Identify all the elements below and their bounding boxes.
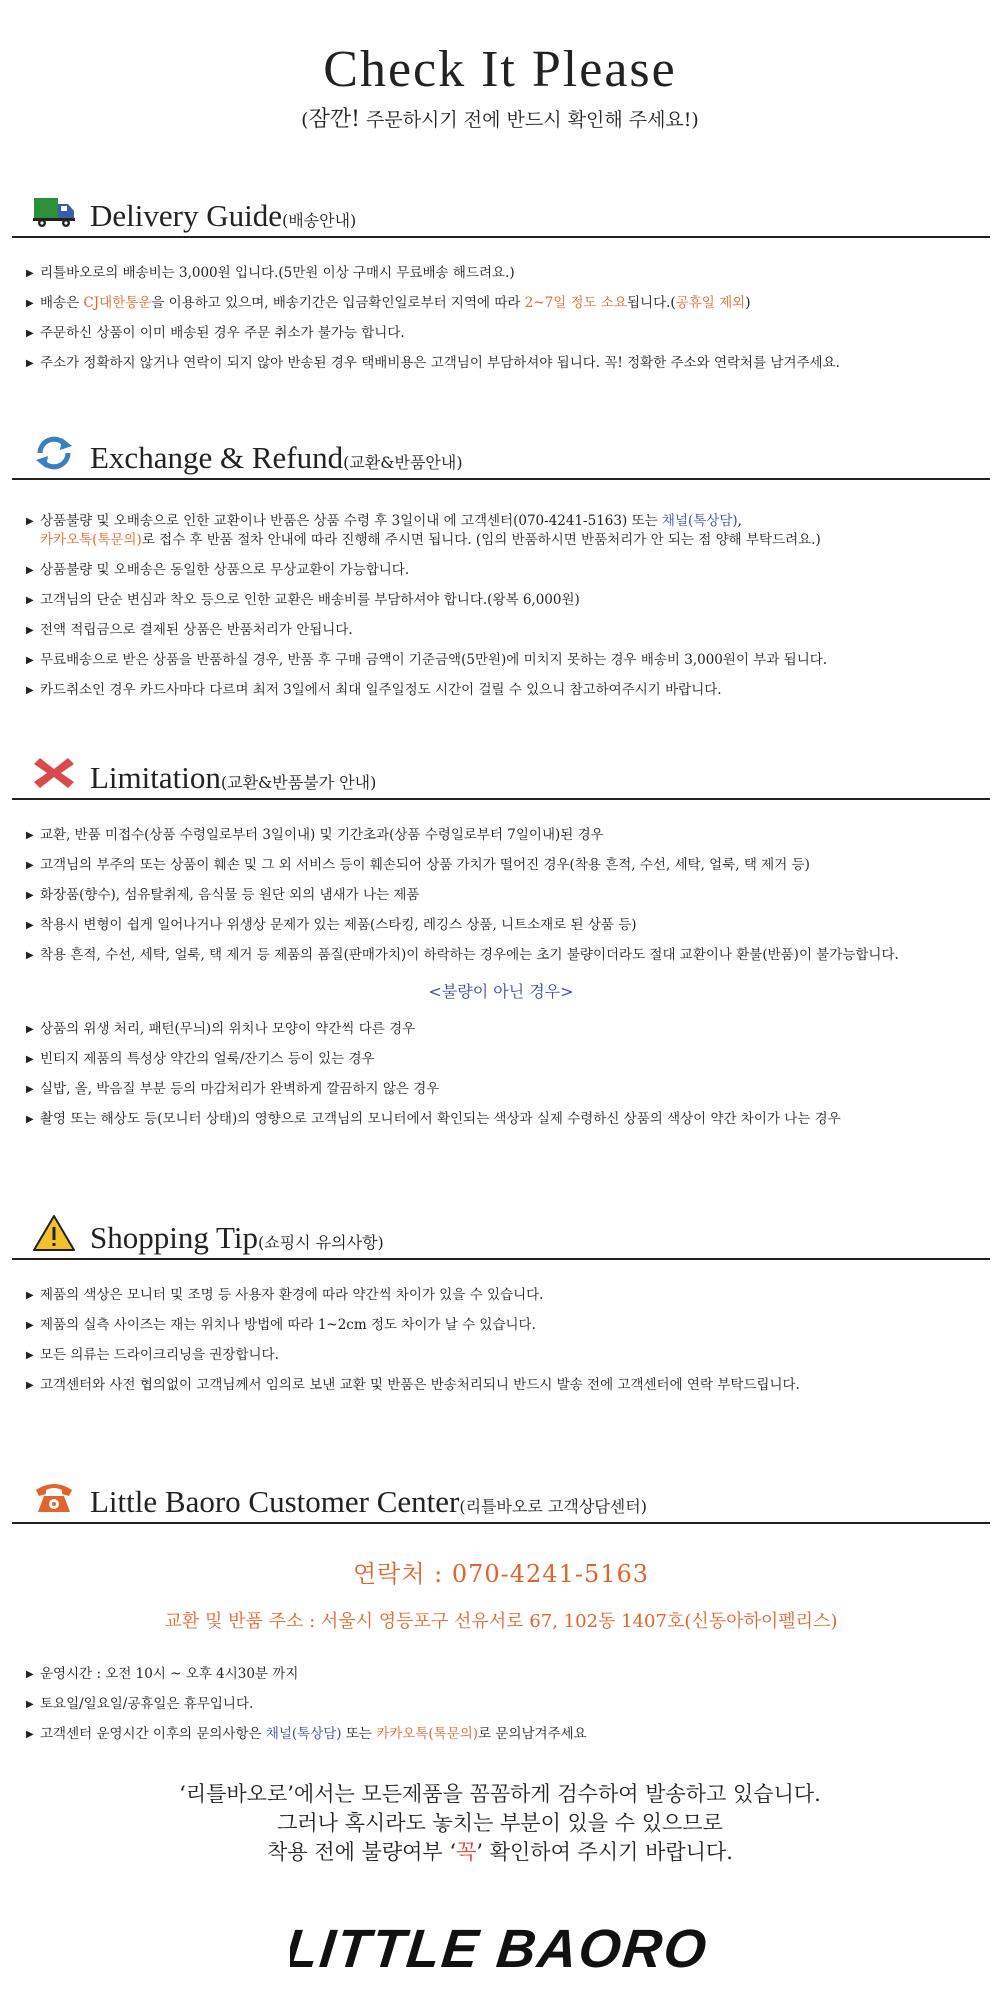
exchange-section (12, 432, 990, 711)
exchange-title: Exchange & Refund(교환&반품안내) (90, 440, 463, 475)
exchange-header (12, 432, 990, 480)
page-header (0, 40, 1000, 133)
contact-phone: 연락처 : 070-4241-5163 (352, 1560, 650, 1588)
list-item: ▶ 리틀바오로의 배송비는 3,000원 입니다.(5만원 이상 구매시 무료배송 해드려요.) (12, 264, 990, 283)
contact-info (12, 1554, 990, 1633)
brand-logo-mark (290, 1915, 710, 1985)
limitation-header (12, 752, 990, 800)
tip-title: Shopping Tip(쇼핑시 유의사항) (90, 1220, 384, 1255)
list-item: ▶ 상품불량 및 오배송은 동일한 상품으로 무상교환이 가능합니다. (12, 561, 990, 580)
list-item: ▶ 제품의 실측 사이즈는 재는 위치나 방법에 따라 1~2cm 정도 차이가 날 수 있습니다. (12, 1316, 990, 1335)
list-item: ▶ 주문하신 상품이 이미 배송된 경우 주문 취소가 불가능 합니다. (12, 324, 990, 343)
delivery-section (12, 190, 990, 384)
list-item: ▶ 카드취소인 경우 카드사마다 다르며 최저 3일에서 최대 일주일정도 시간이 걸릴 수 있으니 참고하여주시기 바랍니다. (12, 681, 990, 700)
list-item: ▶ 고객님의 단순 변심과 착오 등으로 인한 교환은 배송비를 부담하셔야 합니다.(왕복 6,000원) (12, 591, 990, 610)
closing-line: ‘리틀바오로’에서는 모든제품을 꼼꼼하게 검수하여 발송하고 있습니다. (179, 1782, 821, 1806)
list-item: ▶ 고객센터와 사전 협의없이 고객님께서 임의로 보낸 교환 및 반품은 반송처리되니 반드시 발송 전에 고객센터에 연락 부탁드립니다. (12, 1376, 990, 1395)
list-item: ▶ 촬영 또는 해상도 등(모니터 상태)의 영향으로 고객님의 모니터에서 확인되는 색상과 실제 수령하신 상품의 색상이 약간 차이가 나는 경우 (12, 1110, 990, 1129)
delivery-header (12, 190, 990, 238)
list-item: ▶ 고객님의 부주의 또는 상품이 훼손 및 그 외 서비스 등이 훼손되어 상품 가치가 떨어진 경우(착용 흔적, 수선, 세탁, 얼룩, 택 제거 등) (12, 856, 990, 875)
list-item: ▶ 고객센터 운영시간 이후의 문의사항은 채널(톡상담) 또는 카카오톡(톡문의)로 문의남겨주세요 (12, 1725, 990, 1744)
customer-center-section (12, 1476, 990, 1755)
limitation-title: Limitation(교환&반품불가 안내) (90, 760, 377, 795)
customer-center-title: Little Baoro Customer Center(리틀바오로 고객상담센터) (90, 1484, 647, 1519)
tip-section (12, 1212, 990, 1406)
exchange-list (12, 512, 990, 700)
limitation-section (12, 752, 990, 1140)
warning-icon (32, 1214, 76, 1252)
closing-message (0, 1780, 1000, 1867)
tip-header (12, 1212, 990, 1260)
list-item: ▶ 전액 적립금으로 결제된 상품은 반품처리가 안됩니다. (12, 621, 990, 640)
close-icon (32, 754, 76, 792)
non-defect-list (12, 1020, 990, 1129)
closing-line: 착용 전에 불량여부 ‘꼭’ 확인하여 주시기 바랍니다. (267, 1840, 733, 1864)
brand-logo (0, 1915, 1000, 1989)
page-title: Check It Please (323, 41, 677, 98)
customer-center-header (12, 1476, 990, 1524)
list-item: ▶ 배송은 CJ대한통운을 이용하고 있으며, 배송기간은 입금확인일로부터 지역에 따라 2~7일 정도 소요됩니다.(공휴일 제외) (12, 294, 990, 313)
closing-line: 그러나 혹시라도 놓치는 부분이 있을 수 있으므로 (277, 1811, 723, 1835)
list-item: ▶ 교환, 반품 미접수(상품 수령일로부터 3일이내) 및 기간초과(상품 수령일로부터 7일이내)된 경우 (12, 826, 990, 845)
delivery-list (12, 264, 990, 373)
list-item: ▶ 실밥, 올, 박음질 부분 등의 마감처리가 완벽하게 깔끔하지 않은 경우 (12, 1080, 990, 1099)
truck-icon (32, 192, 76, 230)
list-item: ▶ 상품불량 및 오배송으로 인한 교환이나 반품은 상품 수령 후 3일이내 에 고객센터(070-4241-5163) 또는 채널(톡상담), 카카오톡(톡문의)로 접수 후 반품 절차 안내에 따라 진행해 주시면 됩니다. (임의 반품하시면 반품처리가 안 되는 점 양해 부탁드려요.) (12, 512, 990, 550)
list-item: ▶ 빈티지 제품의 특성상 약간의 얼룩/잔기스 등이 있는 경우 (12, 1050, 990, 1069)
center-list (12, 1665, 990, 1744)
list-item: ▶ 착용시 변형이 쉽게 일어나거나 위생상 문제가 있는 제품(스타킹, 레깅스 상품, 니트소재로 된 상품 등) (12, 916, 990, 935)
non-defect-heading: <불량이 아닌 경우> (428, 982, 574, 1001)
list-item: ▶ 주소가 정확하지 않거나 연락이 되지 않아 반송된 경우 택배비용은 고객님이 부담하셔야 됩니다. 꼭! 정확한 주소와 연락처를 남겨주세요. (12, 354, 990, 373)
list-item: ▶ 제품의 색상은 모니터 및 조명 등 사용자 환경에 따라 약간씩 차이가 있을 수 있습니다. (12, 1286, 990, 1305)
tip-list (12, 1286, 990, 1395)
delivery-title: Delivery Guide(배송안내) (90, 198, 357, 233)
list-item: ▶ 화장품(향수), 섬유탈취제, 음식물 등 원단 외의 냄새가 나는 제품 (12, 886, 990, 905)
list-item: ▶ 모든 의류는 드라이크리닝을 권장합니다. (12, 1346, 990, 1365)
list-item: ▶ 상품의 위생 처리, 패턴(무늬)의 위치나 모양이 약간씩 다른 경우 (12, 1020, 990, 1039)
refresh-icon (32, 434, 76, 472)
return-address: 교환 및 반품 주소 : 서울시 영등포구 선유서로 67, 102동 1407호(신동아하이펠리스) (164, 1611, 838, 1632)
limitation-list (12, 826, 990, 965)
list-item: ▶ 운영시간 : 오전 10시 ~ 오후 4시30분 까지 (12, 1665, 990, 1684)
page-subtitle: (잠깐! 주문하시기 전에 반드시 확인해 주세요!) (301, 107, 699, 132)
list-item: ▶ 무료배송으로 받은 상품을 반품하실 경우, 반품 후 구매 금액이 기준금액(5만원)에 미치지 못하는 경우 배송비 3,000원이 부과 됩니다. (12, 651, 990, 670)
brand-logo-text: LITTLE BAORO (290, 1919, 710, 1979)
list-item: ▶ 토요일/일요일/공휴일은 휴무입니다. (12, 1695, 990, 1714)
list-item: ▶ 착용 흔적, 수선, 세탁, 얼룩, 택 제거 등 제품의 품질(판매가치)이 하락하는 경우에는 초기 불량이더라도 절대 교환이나 환불(반품)이 불가능합니다. (12, 946, 990, 965)
phone-icon (32, 1478, 76, 1516)
